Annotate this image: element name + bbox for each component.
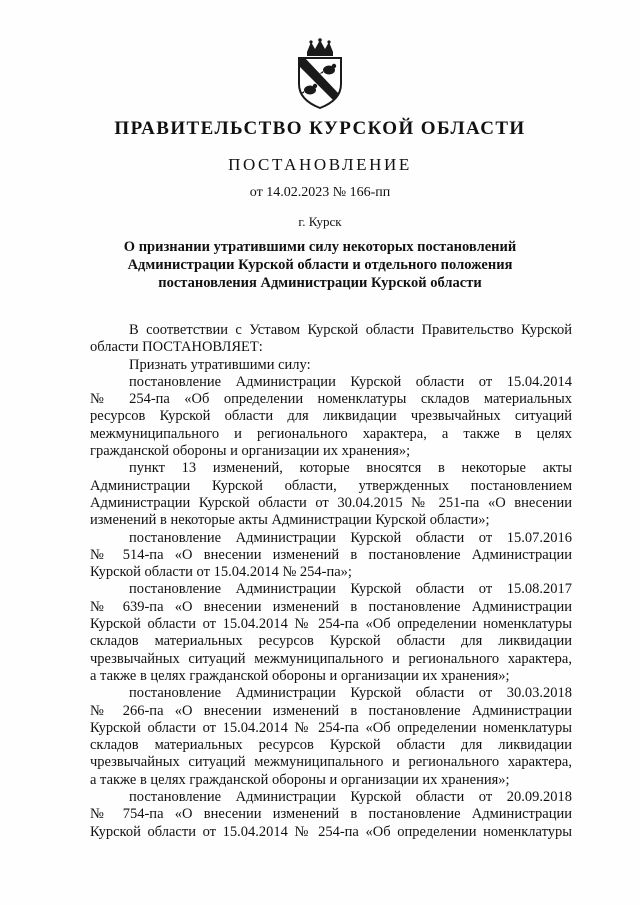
subject-line: Администрации Курской области и отдельного положения xyxy=(127,257,513,273)
document-city: г. Курск xyxy=(298,214,342,229)
body-text-line: постановление Администрации Курской области от 20.09.2018 xyxy=(129,789,572,806)
body-text-line: № 254-па «Об определении номенклатуры складов материальных xyxy=(90,391,572,408)
body-text-line: межмуниципального и регионального характера, а также в целях xyxy=(90,425,572,442)
body-text-line: складов материальных ресурсов Курской области для ликвидации xyxy=(90,633,572,650)
body-text-line: Администрации Курской области от 30.04.2015 № 251-па «О внесении xyxy=(90,494,572,511)
body-text-line: а также в целях гражданской обороны и организации их хранения»; xyxy=(90,771,510,788)
body-text-line: пункт 13 изменений, которые вносятся в некоторые акты xyxy=(129,460,572,477)
body-text-line: чрезвычайных ситуаций межмуниципального и регионального характера, xyxy=(90,650,572,667)
body-text-line: Курской области от 15.04.2014 № 254-па»; xyxy=(90,564,352,581)
body-text-line: постановление Администрации Курской области от 15.04.2014 xyxy=(129,373,572,390)
body-text-line: № 514-па «О внесении изменений в постановление Администрации xyxy=(90,546,572,563)
subject-line: постановления Администрации Курской области xyxy=(158,275,482,291)
body-text-line: Курской области от 15.04.2014 № 254-па «Об определении номенклатуры xyxy=(90,616,572,633)
government-title: ПРАВИТЕЛЬСТВО КУРСКОЙ ОБЛАСТИ xyxy=(114,118,526,139)
body-text-line: Курской области от 15.04.2014 № 254-па «Об определении номенклатуры xyxy=(90,823,572,840)
body-text-line: № 266-па «О внесении изменений в постановление Администрации xyxy=(90,702,572,719)
document-date-number: от 14.02.2023 № 166-пп xyxy=(249,185,391,200)
body-text-line: № 639-па «О внесении изменений в постановление Администрации xyxy=(90,598,572,615)
coat-of-arms-icon xyxy=(293,38,347,110)
body-text-line: Администрации Курской области, утвержденных постановлением xyxy=(90,477,572,494)
document-type: ПОСТАНОВЛЕНИЕ xyxy=(228,155,412,174)
body-text-line: гражданской обороны и организации их хранения»; xyxy=(90,443,411,460)
body-text-line: изменений в некоторые акты Администрации Курской области»; xyxy=(90,512,490,529)
body-text-line: Курской области от 15.04.2014 № 254-па «Об определении номенклатуры xyxy=(90,719,572,736)
subject-line: О признании утратившими силу некоторых постановлений xyxy=(123,239,517,255)
body-text-line: постановление Администрации Курской области от 15.07.2016 xyxy=(129,529,572,546)
body-text-line: ресурсов Курской области для ликвидации чрезвычайных ситуаций xyxy=(90,408,572,425)
body-text-line: а также в целях гражданской обороны и организации их хранения»; xyxy=(90,667,510,684)
document-subject xyxy=(100,238,540,292)
body-text-line: области ПОСТАНОВЛЯЕТ: xyxy=(90,339,263,356)
body-text-line: № 754-па «О внесении изменений в постановление Администрации xyxy=(90,806,572,823)
body-text-line: В соответствии с Уставом Курской области Правительство Курской xyxy=(129,322,572,338)
body-text-line: чрезвычайных ситуаций межмуниципального и регионального характера, xyxy=(90,754,572,771)
document-body xyxy=(90,322,572,841)
body-text-line: постановление Администрации Курской области от 15.08.2017 xyxy=(129,581,572,598)
body-text-line: постановление Администрации Курской области от 30.03.2018 xyxy=(129,685,572,702)
body-text-line: складов материальных ресурсов Курской области для ликвидации xyxy=(90,737,572,754)
body-text-line: Признать утратившими силу: xyxy=(129,356,311,373)
